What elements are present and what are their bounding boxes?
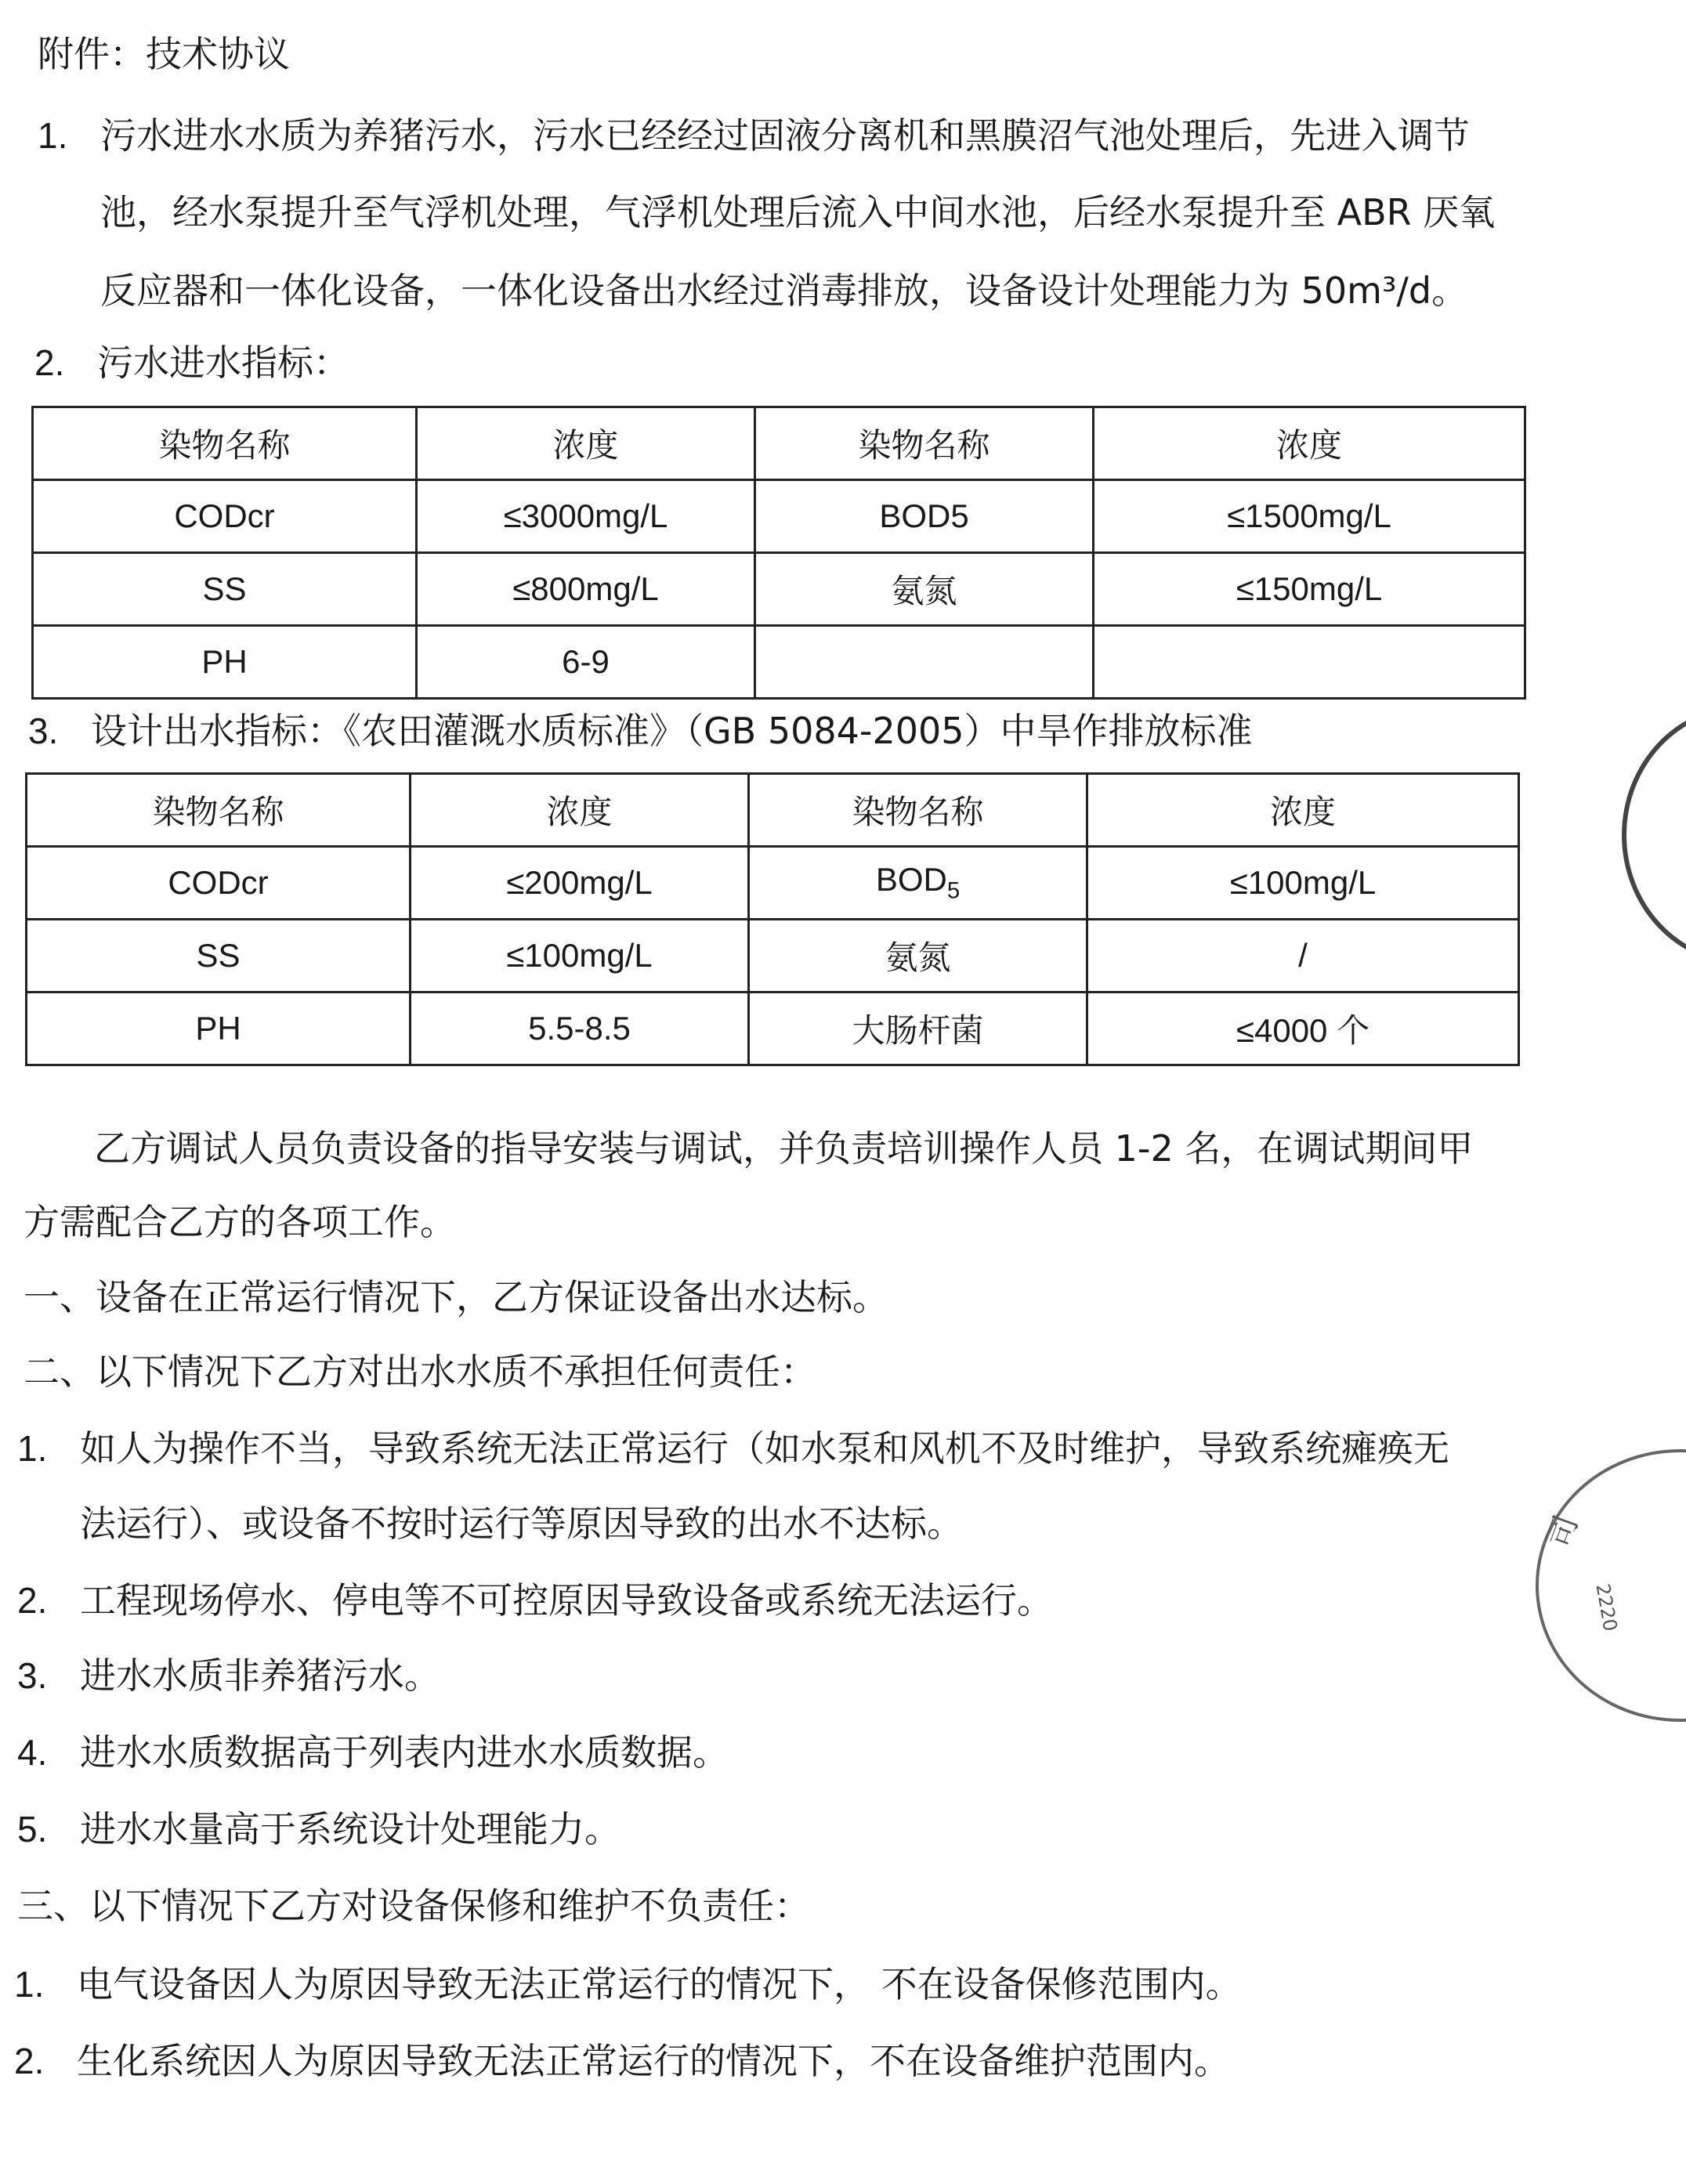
list2-item5-number: 5. — [17, 1809, 48, 1850]
table-cell: 氨氮 — [755, 553, 1094, 626]
table-cell: ≤100mg/L — [1087, 847, 1519, 920]
list2-item4-number: 4. — [17, 1732, 48, 1773]
seal-stamp-character: 司 — [1540, 1510, 1586, 1553]
header-cell: 浓度 — [1094, 407, 1525, 480]
table-row — [33, 480, 1525, 553]
clause-2: 二、以下情况下乙方对出水水质不承担任何责任： — [24, 1351, 816, 1393]
table-cell: ≤200mg/L — [411, 847, 749, 920]
table-cell: ≤1500mg/L — [1094, 480, 1525, 553]
table-cell: CODcr — [33, 480, 417, 553]
list2-item1-line-2: 法运行）、或设备不按时运行等原因导致的出水不达标。 — [80, 1502, 963, 1545]
clause-1: 一、设备在正常运行情况下，乙方保证设备出水达标。 — [24, 1276, 888, 1318]
bod-label: BOD — [875, 861, 947, 899]
item1-number: 1. — [38, 115, 68, 156]
header-cell: 染物名称 — [755, 407, 1094, 480]
table-cell — [1094, 626, 1525, 699]
table-cell: SS — [27, 920, 411, 993]
item1-line-1: 污水进水水质为养猪污水，污水已经经过固液分离机和黑膜沼气池处理后，先进入调节 — [100, 114, 1470, 157]
table-cell: ≤100mg/L — [411, 920, 749, 993]
table-cell: ≤800mg/L — [417, 553, 755, 626]
table-cell: 氨氮 — [749, 920, 1087, 993]
paragraph-line-2: 方需配合乙方的各项工作。 — [24, 1201, 456, 1243]
list3-item1-number: 1. — [14, 1964, 45, 2005]
list2-item2-text: 工程现场停水、停电等不可控原因导致设备或系统无法运行。 — [80, 1579, 1053, 1622]
table-cell: ≤3000mg/L — [417, 480, 755, 553]
table-cell: PH — [27, 993, 411, 1065]
table-row — [33, 626, 1525, 699]
table-cell: CODcr — [27, 847, 411, 920]
list2-item3-text: 进水水质非养猪污水。 — [80, 1654, 440, 1697]
clause-3: 三、以下情况下乙方对设备保修和维护不负责任： — [17, 1885, 810, 1927]
list3-item2-text: 生化系统因人为原因导致无法正常运行的情况下，不在设备维护范围内。 — [77, 2040, 1230, 2082]
table-row — [27, 847, 1519, 920]
seal-stamp-number: 2220 — [1591, 1582, 1622, 1633]
bod-subscript: 5 — [946, 877, 961, 904]
inflow-table — [31, 406, 1526, 700]
list2-item4-text: 进水水质数据高于列表内进水水质数据。 — [80, 1731, 729, 1774]
paragraph-line-1: 乙方调试人员负责设备的指导安装与调试，并负责培训操作人员 1-2 名，在调试期间甲 — [94, 1127, 1474, 1170]
table-header-row — [33, 407, 1525, 480]
table-cell: ≤150mg/L — [1094, 553, 1525, 626]
item2-number: 2. — [34, 342, 65, 383]
table-cell: 5.5-8.5 — [411, 993, 749, 1065]
table-cell: ≤4000 个 — [1087, 993, 1519, 1065]
table-cell: BOD5 — [755, 480, 1094, 553]
header-cell: 染物名称 — [33, 407, 417, 480]
item3-text: 设计出水指标：《农田灌溉水质标准》（GB 5084-2005）中旱作排放标准 — [91, 710, 1253, 752]
item1-line-3: 反应器和一体化设备，一体化设备出水经过消毒排放，设备设计处理能力为 50m³/d。 — [100, 269, 1468, 312]
list3-item2-number: 2. — [14, 2041, 45, 2081]
table-cell: / — [1087, 920, 1519, 993]
page-title: 附件：技术协议 — [38, 33, 290, 75]
table-cell: 6-9 — [417, 626, 755, 699]
header-cell: 浓度 — [1087, 774, 1519, 847]
list2-item1-line-1: 如人为操作不当，导致系统无法正常运行（如水泵和风机不及时维护，导致系统瘫痪无 — [80, 1427, 1449, 1470]
table-cell: PH — [33, 626, 417, 699]
header-cell: 浓度 — [411, 774, 749, 847]
table-row — [27, 993, 1519, 1065]
list3-item1-text: 电气设备因人为原因导致无法正常运行的情况下， 不在设备保修范围内。 — [77, 1963, 1242, 2005]
list2-item2-number: 2. — [17, 1580, 48, 1621]
table-cell: 大肠杆菌 — [749, 993, 1087, 1065]
list2-item5-text: 进水水量高于系统设计处理能力。 — [80, 1808, 620, 1850]
seal-stamp-upper — [1622, 705, 1686, 965]
item2-text: 污水进水指标： — [97, 342, 349, 384]
outflow-table — [25, 772, 1520, 1066]
list2-item3-number: 3. — [17, 1655, 48, 1696]
table-cell — [749, 847, 1087, 920]
header-cell: 染物名称 — [749, 774, 1087, 847]
table-header-row — [27, 774, 1519, 847]
table-cell: SS — [33, 553, 417, 626]
table-cell — [755, 626, 1094, 699]
item1-line-2: 池，经水泵提升至气浮机处理，气浮机处理后流入中间水池，后经水泵提升至 ABR 厌氧 — [100, 191, 1496, 233]
table-row — [33, 553, 1525, 626]
header-cell: 染物名称 — [27, 774, 411, 847]
list2-item1-number: 1. — [17, 1428, 48, 1469]
item3-number: 3. — [28, 711, 59, 751]
table-row — [27, 920, 1519, 993]
header-cell: 浓度 — [417, 407, 755, 480]
